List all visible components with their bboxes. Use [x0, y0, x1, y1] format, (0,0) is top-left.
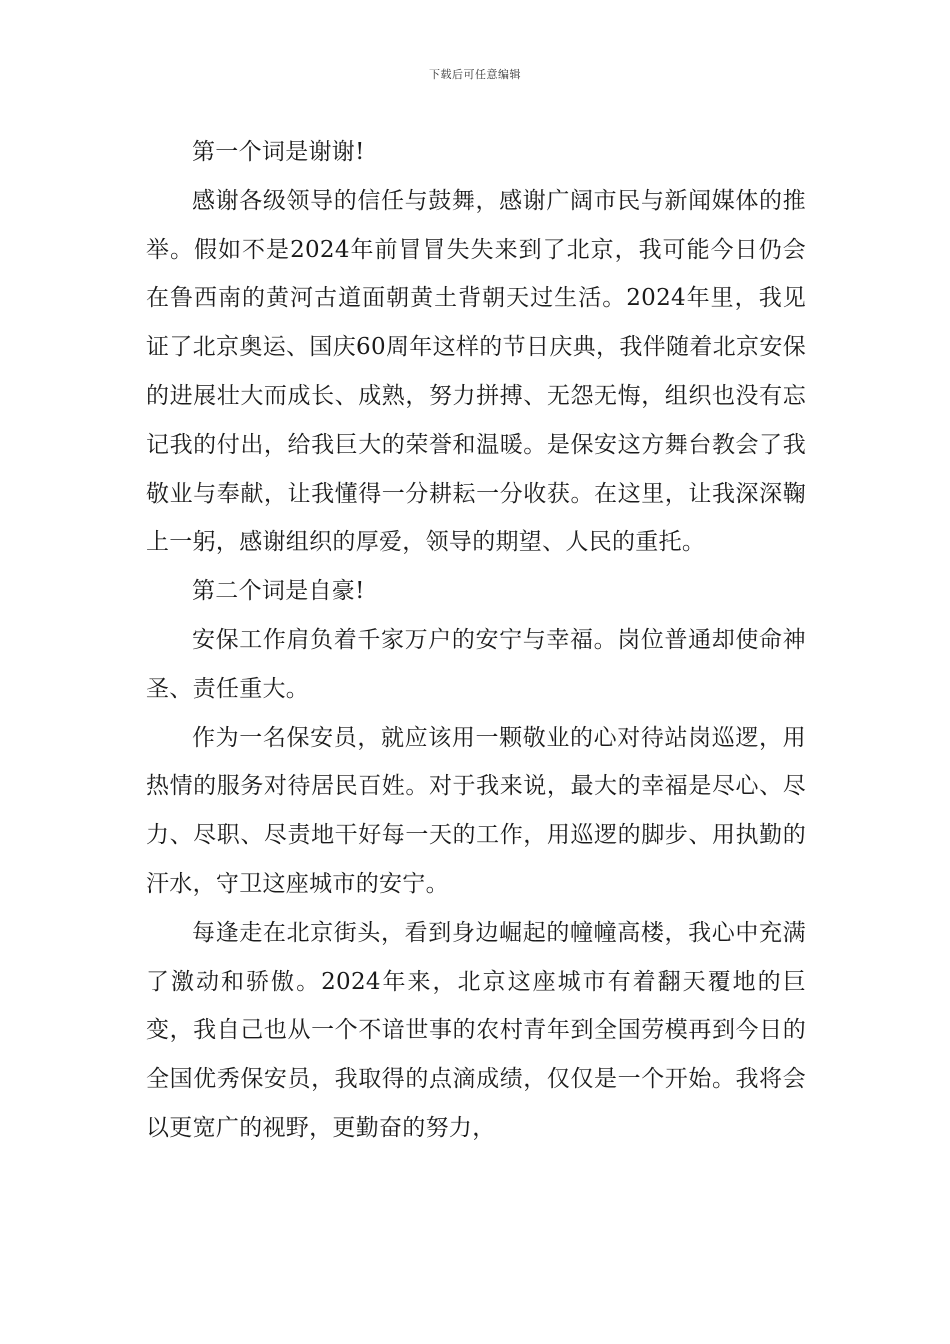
paragraph-1: 第一个词是谢谢! — [192, 139, 365, 165]
header-note: 下载后可任意编辑 — [429, 68, 521, 81]
document-body — [146, 128, 806, 1153]
paragraph-3: 第二个词是自豪! — [192, 578, 365, 605]
paragraph-5: 作为一名保安员，就应该用一颗敬业的心对待站岗巡逻，用热情的服务对待居民百姓。对于我来说，最大的幸福是尽心、尽力、尽职、尽责地干好每一天的工作，用巡逻的脚步、用执勤的汗水，守卫这座城市的安宁。 — [146, 724, 806, 897]
paragraph-4: 安保工作肩负着千家万户的安宁与幸福。岗位普通却使命神圣、责任重大。 — [146, 626, 806, 702]
paragraph-2: 感谢各级领导的信任与鼓舞，感谢广阔市民与新闻媒体的推举。假如不是2024年前冒冒失失来到了北京，我可能今日仍会在鲁西南的黄河古道面朝黄土背朝天过生活。2024年里，我见证了北京奥运、国庆60周年这样的节日庆典，我伴随着北京安保的进展壮大而成长、成熟，努力拼搏、无怨无悔，组织也没有忘记我的付出，给我巨大的荣誉和温暖。是保安这方舞台教会了我敬业与奉献，让我懂得一分耕耘一分收获。在这里，让我深深鞠上一躬，感谢组织的厚爱，领导的期望、人民的重托。 — [146, 187, 806, 556]
paragraph-6: 每逢走在北京街头，看到身边崛起的幢幢高楼，我心中充满了激动和骄傲。2024年来，北京这座城市有着翻天覆地的巨变，我自己也从一个不谙世事的农村青年到全国劳模再到今日的全国优秀保安员，我取得的点滴成绩，仅仅是一个开始。我将会以更宽广的视野，更勤奋的努力， — [146, 919, 806, 1141]
